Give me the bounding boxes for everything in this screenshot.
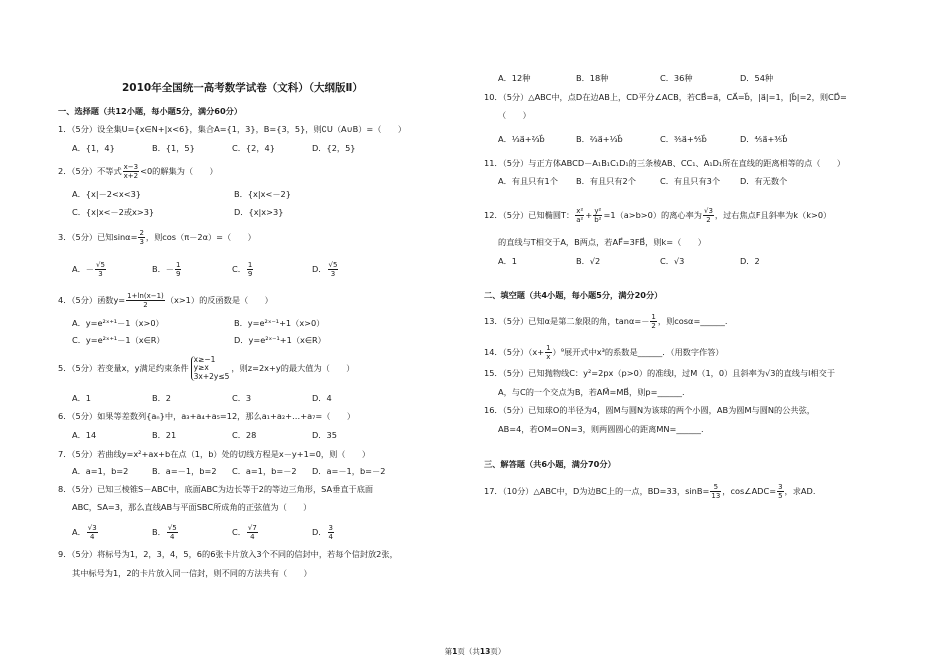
q13-prefix: 13．（5分）已知α是第二象限的角，tanα=－ [484, 316, 650, 326]
q3-numerator: 2 [139, 229, 144, 237]
q3-option-d [312, 261, 339, 278]
q2-denominator: x+2 [123, 172, 139, 180]
q11-option-c: C．有且只有3个 [660, 176, 721, 186]
q8-a-fraction [87, 524, 98, 541]
q9-option-a: A．12种 [498, 73, 531, 83]
q3-option-c [232, 261, 254, 278]
question-12-line-1 [484, 207, 831, 224]
footer-page-number: 1 [452, 647, 458, 656]
question-8-line-2: ABC，SA=3，那么直线AB与平面SBC所成角的正弦值为（ ） [72, 502, 312, 512]
question-2 [58, 163, 218, 180]
q4-denominator: 2 [143, 301, 148, 309]
q10-option-b: B．⅔a⃗+⅓b⃗ [576, 134, 623, 144]
q10-option-c: C．⅗a⃗+⅘b⃗ [660, 134, 707, 144]
q2-prefix: 2．（5分）不等式 [58, 166, 122, 176]
q17-fraction-2 [777, 483, 783, 500]
q13-fraction [650, 313, 656, 330]
question-4 [58, 292, 273, 309]
q5-prefix: 5．（5分）若变量x，y满足约束条件 [58, 363, 189, 373]
q14-prefix: 14．（5分）（x+ [484, 347, 545, 357]
question-5 [58, 350, 354, 386]
q12-option-d: D．2 [740, 256, 760, 266]
question-16-line-2: AB=4，若OM=ON=3，则两圆圆心的距离MN=______. [498, 424, 704, 434]
q3-a-num: √5 [95, 261, 105, 269]
q5-constraint-3: 3x+2y≤5 [193, 371, 230, 381]
q17-prefix: 17．（10分）△ABC中，D为边BC上的一点，BD=33，sinB= [484, 486, 710, 496]
q3-denominator: 3 [139, 238, 144, 246]
question-15-line-1: 15．（5分）已知抛物线C：y²=2px（p>0）的准线l，过M（1，0）且斜率为√3的直线与l相交于 [484, 368, 836, 378]
q4-option-c: C．y=e²ˣ⁺¹－1（x∈R） [72, 335, 165, 345]
q12-fraction-1 [575, 207, 584, 224]
question-9-line-1: 9．（5分）将标号为1，2，3，4，5，6的6张卡片放入3个不同的信封中，若每个信封放2张， [58, 549, 398, 559]
q12-option-b: B．√2 [576, 256, 601, 266]
question-8-line-1: 8．（5分）已知三棱锥S－ABC中，底面ABC为边长等于2的等边三角形，SA垂直于底面 [58, 484, 374, 494]
q3-c-label: C． [232, 264, 246, 274]
q5-option-d: D．4 [312, 393, 332, 403]
q10-option-d: D．⅘a⃗+⅗b⃗ [740, 134, 788, 144]
question-10-line-1: 10．（5分）△ABC中，点D在边AB上，CD平分∠ACB，若CB⃗=a⃗，CA⃗=b⃗，|a⃗|=1，|b⃗|=2，则CD⃗= [484, 92, 847, 102]
q2-fraction [123, 163, 139, 180]
q5-option-c: C．3 [232, 393, 252, 403]
q5-constraint-1: x≥−1 [193, 354, 216, 364]
q8-option-b [152, 524, 179, 541]
q3-b-num: 1 [176, 261, 181, 269]
q3-b-den: 9 [176, 270, 181, 278]
q8-d-den: 4 [328, 533, 333, 541]
q8-a-den: 4 [90, 533, 95, 541]
q3-d-num: √5 [328, 261, 338, 269]
question-9-line-2: 其中标号为1，2的卡片放入同一信封，则不同的方法共有（ ） [72, 568, 312, 578]
q3-fraction [138, 229, 144, 246]
q5-constraint-2: y≥x [193, 363, 209, 373]
q3-suffix: ，则cos（π－2α）=（ ） [145, 232, 256, 242]
q8-option-d [312, 524, 335, 541]
q12-den-2: b² [594, 216, 602, 224]
question-10-line-2: （ ） [498, 110, 531, 120]
question-12-line-2: 的直线与T相交于A，B两点，若AF⃗=3FB⃗，则k=（ ） [498, 237, 706, 247]
q14-numerator: 1 [546, 344, 551, 352]
q13-numerator: 1 [651, 313, 656, 321]
q5-option-a: A．1 [72, 393, 91, 403]
question-16-line-1: 16．（5分）已知球O的半径为4，圆M与圆N为该球的两个小圆，AB为圆M与圆N的公共弦， [484, 405, 815, 415]
q5-constraint-system [191, 356, 230, 382]
q12-den-1: a² [576, 216, 584, 224]
q4-suffix: （x>1）的反函数是（ ） [165, 295, 273, 305]
q17-num-1: 5 [710, 483, 721, 492]
q9-option-d: D．54种 [740, 73, 774, 83]
q3-d-fraction [328, 261, 339, 278]
exam-title-text: 2010年全国统一高考数学试卷（文科）（大纲版Ⅱ） [122, 82, 363, 94]
question-13 [484, 313, 727, 330]
question-15-line-2: A，与C的一个交点为B，若AM⃗=MB⃗，则p=______. [498, 387, 685, 397]
q3-b-fraction [175, 261, 181, 278]
q8-b-num: √5 [167, 524, 177, 532]
footer-total-pages: 13 [479, 647, 491, 656]
q2-option-c: C．{x|x<－2或x>3} [72, 207, 155, 217]
q17-mid-text: ，cos∠ADC= [722, 486, 777, 496]
q2-option-d: D．{x|x>3} [234, 207, 284, 217]
q4-option-a: A．y=e²ˣ⁺¹－1（x>0） [72, 318, 164, 328]
q1-option-c: C．{2，4} [232, 143, 275, 153]
question-7: 7．（5分）若曲线y=x²+ax+b在点（1，b）处的切线方程是x－y+1=0，则（ ） [58, 449, 371, 459]
q10-option-a: A．⅓a⃗+⅔b⃗ [498, 134, 545, 144]
q3-a-den: 3 [98, 270, 103, 278]
q3-option-b [152, 261, 182, 278]
q3-c-den: 9 [247, 270, 253, 278]
q11-option-d: D．有无数个 [740, 176, 788, 186]
q8-d-fraction [328, 524, 334, 541]
q6-option-c: C．28 [232, 430, 257, 440]
q8-d-num: 3 [328, 524, 333, 532]
q8-c-label: C． [232, 527, 246, 537]
q11-option-b: B．有且只有2个 [576, 176, 636, 186]
q8-option-a [72, 524, 99, 541]
q6-option-d: D．35 [312, 430, 337, 440]
q8-a-num: √3 [87, 524, 97, 532]
q2-numerator: x−3 [123, 163, 139, 171]
q13-suffix: ，则cosα=______. [657, 316, 728, 326]
question-17 [484, 483, 815, 500]
q17-fraction-1 [710, 483, 721, 500]
q7-option-b: B．a=－1，b=2 [152, 466, 217, 476]
q8-c-den: 4 [250, 533, 255, 541]
q3-option-a [72, 261, 107, 278]
q3-prefix: 3．（5分）已知sinα= [58, 232, 138, 242]
question-11: 11．（5分）与正方体ABCD－A₁B₁C₁D₁的三条棱AB、CC₁、A₁D₁所在直线的距离相等的点（ ） [484, 158, 846, 168]
q17-den-1: 13 [711, 492, 721, 500]
q12-prefix: 12．（5分）已知椭圆T： [484, 210, 575, 220]
q2-option-b: B．{x|x<－2} [234, 189, 291, 199]
q3-d-label: D． [312, 264, 327, 274]
q8-b-den: 4 [170, 533, 175, 541]
page-footer [0, 646, 950, 657]
q7-option-d: D．a=－1，b=－2 [312, 466, 386, 476]
q1-option-d: D．{2，5} [312, 143, 356, 153]
q3-a-label: A．－ [72, 264, 94, 274]
q12-num-2: y² [594, 207, 602, 215]
q12-mid-text: =1（a>b>0）的离心率为 [603, 210, 702, 220]
q5-suffix: ，则z=2x+y的最大值为（ ） [231, 363, 355, 373]
q8-a-label: A． [72, 527, 86, 537]
q4-option-d: D．y=e²ˣ⁻¹+1（x∈R） [234, 335, 326, 345]
q7-option-c: C．a=1，b=－2 [232, 466, 297, 476]
q8-c-fraction [247, 524, 258, 541]
q9-option-b: B．18种 [576, 73, 609, 83]
q12-option-a: A．1 [498, 256, 517, 266]
q12-option-c: C．√3 [660, 256, 685, 266]
question-3 [58, 229, 256, 246]
q1-option-a: A．{1，4} [72, 143, 115, 153]
q12-fraction-2 [593, 207, 602, 224]
question-1: 1．（5分）设全集U={x∈N+|x<6}，集合A={1，3}，B={3，5}，则∁U（A∪B）=（ ） [58, 124, 407, 134]
q6-option-a: A．14 [72, 430, 97, 440]
q8-b-fraction [167, 524, 178, 541]
q3-d-den: 3 [330, 270, 336, 278]
q17-suffix: ，求AD. [784, 486, 816, 496]
q17-den-2: 5 [778, 492, 783, 500]
q11-option-a: A．有且只有1个 [498, 176, 558, 186]
footer-suffix: 页） [490, 647, 506, 656]
q17-num-2: 3 [778, 483, 783, 491]
q8-b-label: B． [152, 527, 166, 537]
q3-c-fraction [247, 261, 253, 278]
q4-prefix: 4．（5分）函数y= [58, 295, 126, 305]
q6-option-b: B．21 [152, 430, 177, 440]
footer-middle: 页（共 [457, 647, 480, 656]
section-choice-heading: 一、选择题（共12小题，每小题5分，满分60分） [58, 106, 243, 116]
q4-option-b: B．y=e²ˣ⁻¹+1（x>0） [234, 318, 325, 328]
q9-option-c: C．36种 [660, 73, 693, 83]
q2-suffix: <0的解集为（ ） [140, 166, 218, 176]
q12-num-1: x² [576, 207, 584, 215]
q12-num-3: √3 [703, 207, 713, 215]
footer-prefix: 第 [444, 647, 453, 656]
q3-b-label: B．－ [152, 264, 174, 274]
q8-d-label: D． [312, 527, 327, 537]
q4-numerator: 1+ln(x−1) [127, 292, 164, 300]
question-14 [484, 344, 724, 361]
q4-fraction [126, 292, 165, 309]
q13-denominator: 2 [651, 322, 656, 330]
q14-suffix: ）⁹展开式中x³的系数是______．（用数字作答） [552, 347, 724, 357]
q7-option-a: A．a=1，b=2 [72, 466, 129, 476]
q14-fraction [545, 344, 551, 361]
q8-c-num: √7 [247, 524, 257, 532]
q14-denominator: x [546, 353, 551, 361]
q8-option-c [232, 524, 259, 541]
q3-c-num: 1 [247, 261, 253, 269]
section-answer-heading: 三、解答题（共6小题，满分70分） [484, 459, 616, 469]
q3-a-fraction [95, 261, 106, 278]
q12-fraction-3 [703, 207, 714, 224]
q1-option-b: B．{1，5} [152, 143, 195, 153]
q12-suffix: ，过右焦点F且斜率为k（k>0） [714, 210, 832, 220]
q5-option-b: B．2 [152, 393, 172, 403]
q12-den-3: 2 [706, 216, 711, 224]
section-fill-heading: 二、填空题（共4小题，每小题5分，满分20分） [484, 290, 663, 300]
q12-plus: + [585, 210, 593, 220]
question-6: 6．（5分）如果等差数列{aₙ}中，a₃+a₄+a₅=12，那么a₁+a₂+…+a₇=（ ） [58, 411, 356, 421]
q2-option-a: A．{x|－2<x<3} [72, 189, 141, 199]
